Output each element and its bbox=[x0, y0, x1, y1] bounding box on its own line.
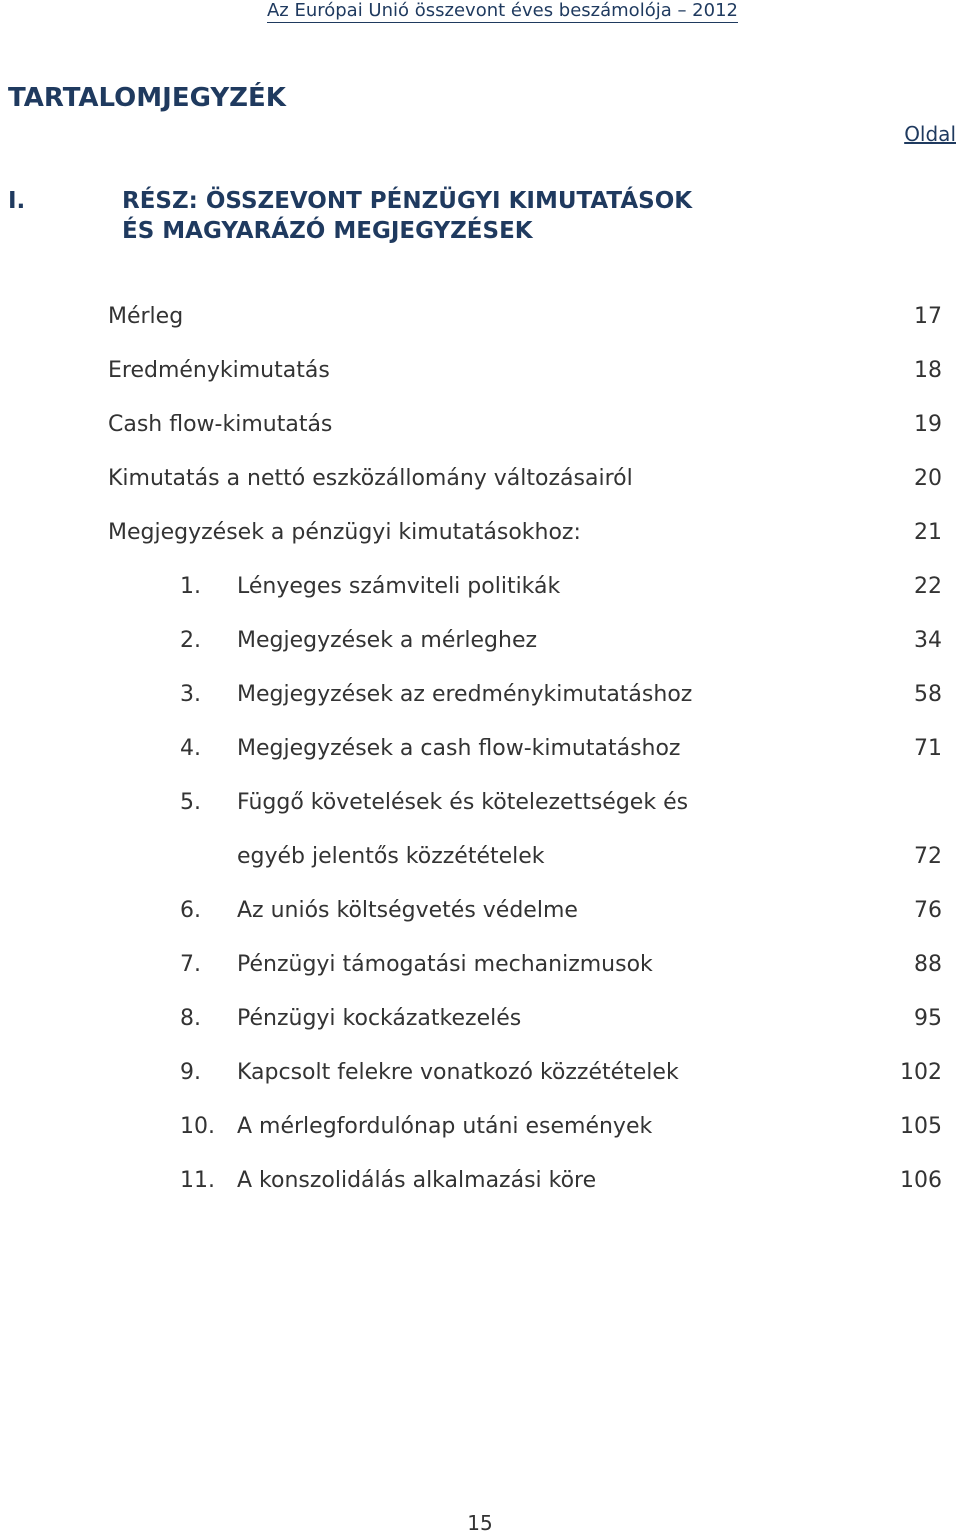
running-header: Az Európai Unió összevont éves beszámolója – 2012 bbox=[266, 0, 738, 21]
part-title: RÉSZ: ÖSSZEVONT PÉNZÜGYI KIMUTATÁSOK ÉS MAGYARÁZÓ MEGJEGYZÉSEK bbox=[122, 188, 693, 244]
toc-note-page: 95 bbox=[914, 1006, 942, 1031]
toc-note-label: A mérlegfordulónap utáni események bbox=[237, 1114, 653, 1139]
toc-entry-label: Eredménykimutatás bbox=[108, 358, 330, 383]
toc-entry-label: Megjegyzések a pénzügyi kimutatásokhoz: bbox=[108, 520, 581, 545]
toc-note-label: Kapcsolt felekre vonatkozó közzétételek bbox=[237, 1060, 679, 1085]
toc-entry-cash-flow[interactable] bbox=[0, 410, 942, 464]
toc-note-3[interactable] bbox=[0, 680, 942, 734]
page-column-label: Oldal bbox=[904, 122, 956, 146]
toc-note-number: 9. bbox=[180, 1060, 201, 1085]
toc-note-5[interactable] bbox=[0, 788, 942, 842]
toc-note-number: 2. bbox=[180, 628, 201, 653]
toc-note-page: 71 bbox=[914, 736, 942, 761]
toc-note-2[interactable] bbox=[0, 626, 942, 680]
toc-note-page: 22 bbox=[914, 574, 942, 599]
part-number: I. bbox=[8, 188, 26, 214]
toc-entry-page: 20 bbox=[914, 466, 942, 491]
toc-entry-eredmenykimutatas[interactable] bbox=[0, 356, 942, 410]
toc-note-label-continued: egyéb jelentős közzétételek bbox=[237, 844, 545, 869]
toc-entry-page: 21 bbox=[914, 520, 942, 545]
toc-entry-label: Cash flow-kimutatás bbox=[108, 412, 333, 437]
toc-note-page: 88 bbox=[914, 952, 942, 977]
toc-note-label: Pénzügyi támogatási mechanizmusok bbox=[237, 952, 653, 977]
toc-entry-page: 18 bbox=[914, 358, 942, 383]
toc-note-number: 5. bbox=[180, 790, 201, 815]
toc-note-page: 58 bbox=[914, 682, 942, 707]
toc-note-7[interactable] bbox=[0, 950, 942, 1004]
toc-note-10[interactable] bbox=[0, 1112, 942, 1166]
toc-note-label: Az uniós költségvetés védelme bbox=[237, 898, 578, 923]
toc-note-6[interactable] bbox=[0, 896, 942, 950]
page-number: 15 bbox=[467, 1511, 493, 1535]
toc-note-number: 4. bbox=[180, 736, 201, 761]
toc-note-9[interactable] bbox=[0, 1058, 942, 1112]
toc-note-page: 106 bbox=[900, 1168, 942, 1193]
toc-entry-megjegyzesek[interactable] bbox=[0, 518, 942, 572]
toc-note-page: 72 bbox=[914, 844, 942, 869]
toc-note-number: 10. bbox=[180, 1114, 215, 1139]
toc-note-5-continued[interactable] bbox=[0, 842, 942, 896]
toc-title: TARTALOMJEGYZÉK bbox=[8, 83, 286, 113]
toc-note-label: Lényeges számviteli politikák bbox=[237, 574, 561, 599]
toc-note-page: 76 bbox=[914, 898, 942, 923]
toc-entry-merleg[interactable] bbox=[0, 302, 942, 356]
toc-note-number: 8. bbox=[180, 1006, 201, 1031]
toc-note-label: Megjegyzések a mérleghez bbox=[237, 628, 538, 653]
toc-note-number: 6. bbox=[180, 898, 201, 923]
toc-entry-label: Kimutatás a nettó eszközállomány változásairól bbox=[108, 466, 633, 491]
toc-note-label: A konszolidálás alkalmazási köre bbox=[237, 1168, 597, 1193]
toc-entry-page: 19 bbox=[914, 412, 942, 437]
toc-note-8[interactable] bbox=[0, 1004, 942, 1058]
toc-note-number: 1. bbox=[180, 574, 201, 599]
toc-note-page: 102 bbox=[900, 1060, 942, 1085]
toc-note-label: Függő követelések és kötelezettségek és bbox=[237, 790, 689, 815]
toc-note-label: Pénzügyi kockázatkezelés bbox=[237, 1006, 522, 1031]
toc-note-11[interactable] bbox=[0, 1166, 942, 1220]
toc-note-4[interactable] bbox=[0, 734, 942, 788]
toc-note-number: 7. bbox=[180, 952, 201, 977]
toc-note-number: 3. bbox=[180, 682, 201, 707]
toc-note-1[interactable] bbox=[0, 572, 942, 626]
toc-entry-page: 17 bbox=[914, 304, 942, 329]
toc-note-label: Megjegyzések a cash flow-kimutatáshoz bbox=[237, 736, 681, 761]
toc-note-page: 105 bbox=[900, 1114, 942, 1139]
toc-note-number: 11. bbox=[180, 1168, 215, 1193]
toc-note-page: 34 bbox=[914, 628, 942, 653]
toc-entry-label: Mérleg bbox=[108, 304, 184, 329]
toc-entry-netto-eszkozallomany[interactable] bbox=[0, 464, 942, 518]
toc-note-label: Megjegyzések az eredménykimutatáshoz bbox=[237, 682, 693, 707]
